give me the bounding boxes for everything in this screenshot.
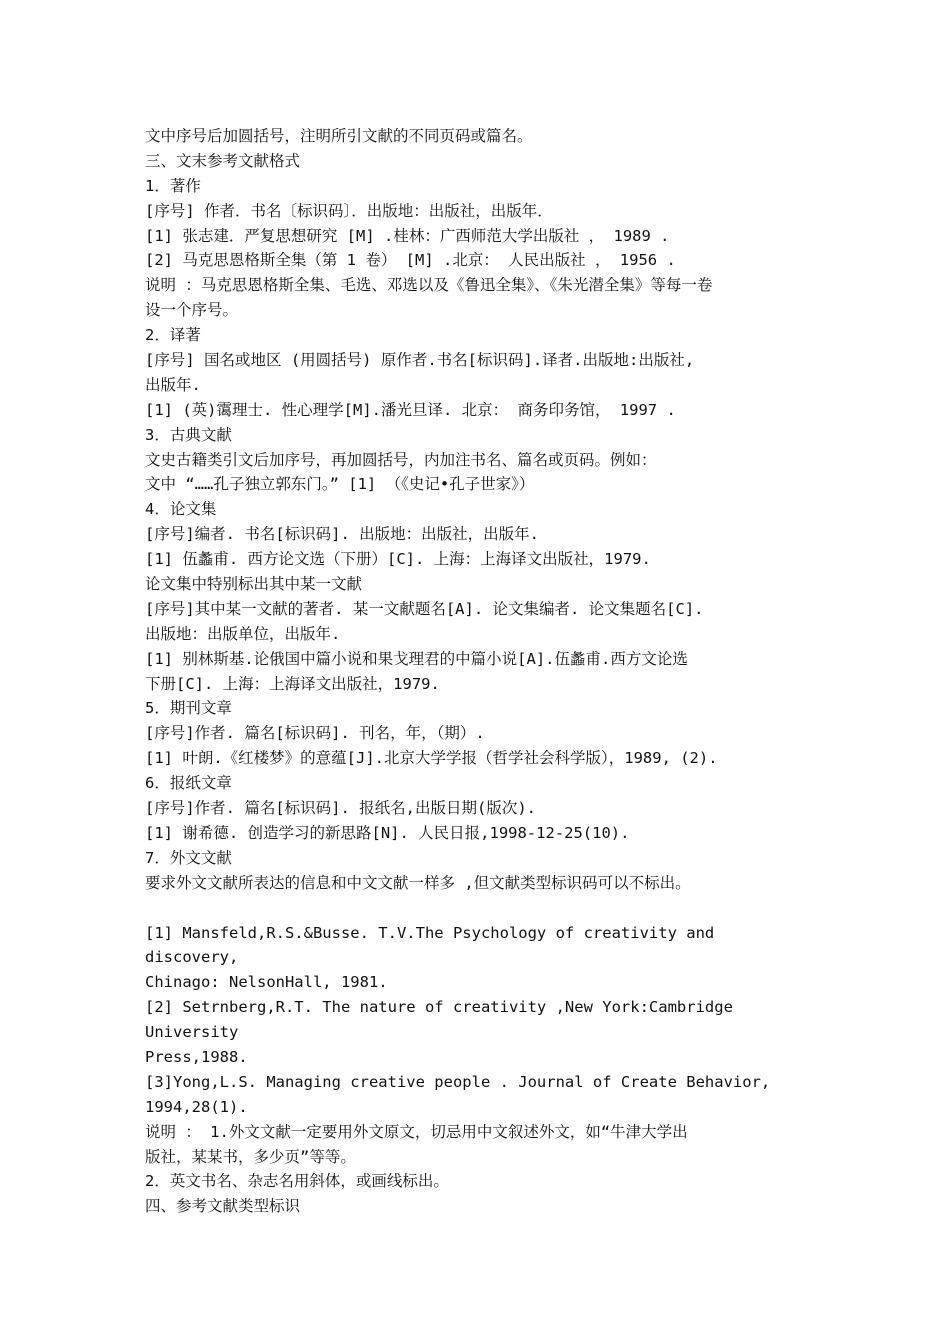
citation-format: [序号] 作者．书名〔标识码〕．出版地：出版社，出版年．: [145, 201, 553, 220]
reference-example: [1] 叶朗.《红楼梦》的意蕴[J].北京大学学报（哲学社会科学版），1989, (2).: [145, 749, 718, 768]
subsection-heading: 1．著作: [145, 176, 201, 195]
citation-format: [序号]作者. 篇名[标识码]. 报纸名,出版日期(版次).: [145, 799, 536, 818]
citation-format: 出版年.: [145, 375, 201, 394]
reference-example: [3]Yong,L.S. Managing creative people . Journal of Create Behavior,: [145, 1072, 771, 1091]
section-heading: 三、文末参考文献格式: [145, 151, 301, 170]
text-line: 要求外文文献所表达的信息和中文文献一样多 ,但文献类型标识码可以不标出。: [145, 873, 691, 892]
reference-example: Press,1988.: [145, 1047, 248, 1066]
reference-example: [1] 伍蠡甫. 西方论文选（下册）[C]. 上海：上海译文出版社，1979.: [145, 550, 651, 569]
text-line: 文史古籍类引文后加序号，再加圆括号，内加注书名、篇名或页码。例如：: [145, 450, 657, 469]
text-line: 文中 “……孔子独立郭东门。” [1] （《史记•孔子世家》）: [145, 475, 535, 494]
reference-example: [2] 马克思恩格斯全集（第 1 卷） [M] .北京： 人民出版社 ， 1956 .: [145, 251, 676, 270]
reference-example: [1] 谢希德. 创造学习的新思路[N]. 人民日报,1998-12-25(10).: [145, 823, 630, 842]
reference-example: [1] 别林斯基.论俄国中篇小说和果戈理君的中篇小说[A].伍蠡甫.西方文论选: [145, 649, 688, 668]
note-text: 说明 ： 1.外文文献一定要用外文原文，切忌用中文叙述外文，如“牛津大学出: [145, 1122, 688, 1141]
document-body: [145, 124, 820, 1219]
note-text: 版社，某某书，多少页”等等。: [145, 1147, 356, 1166]
subsection-heading: 6．报纸文章: [145, 774, 232, 793]
text-line: 2．英文书名、杂志名用斜体，或画线标出。: [145, 1172, 449, 1191]
reference-example: [2] Setrnberg,R.T. The nature of creativity ,New York:Cambridge: [145, 998, 733, 1017]
text-line: 文中序号后加圆括号，注明所引文献的不同页码或篇名。: [145, 127, 533, 145]
reference-example: [1] (英)霭理士. 性心理学[M].潘光旦译. 北京： 商务印务馆， 1997 .: [145, 400, 676, 419]
subsection-heading: 4．论文集: [145, 500, 217, 519]
note-text: 设一个序号。: [145, 301, 239, 320]
subsection-heading: 3．古典文献: [145, 425, 232, 444]
note-text: 说明 ：马克思恩格斯全集、毛选、邓选以及《鲁迅全集》、《朱光潜全集》等每一卷: [145, 276, 713, 295]
reference-example: discovery,: [145, 948, 239, 967]
reference-example: Chinago: NelsonHall, 1981.: [145, 973, 388, 992]
reference-example: 下册[C]. 上海：上海译文出版社，1979.: [145, 674, 440, 693]
section-heading: 四、参考文献类型标识: [145, 1197, 301, 1216]
blank-line: [145, 896, 820, 921]
citation-format: [序号]作者. 篇名[标识码]. 刊名，年，（期）.: [145, 724, 485, 743]
reference-example: University: [145, 1023, 239, 1042]
citation-format: 出版地：出版单位，出版年.: [145, 624, 341, 643]
reference-example: [1] 张志建．严复思想研究 [M] .桂林：广西师范大学出版社 ， 1989 .: [145, 226, 670, 245]
citation-format: [序号]编者. 书名[标识码]. 出版地：出版社，出版年.: [145, 525, 539, 544]
subsection-heading: 2．译著: [145, 326, 201, 345]
reference-example: 1994,28(1).: [145, 1097, 248, 1116]
subsection-heading: 7．外文文献: [145, 848, 232, 867]
subsection-heading: 5．期刊文章: [145, 699, 232, 718]
citation-format: [序号] 国名或地区 (用圆括号) 原作者.书名[标识码].译者.出版地:出版社,: [145, 351, 695, 370]
citation-format: [序号]其中某一文献的著者. 某一文献题名[A]. 论文集编者. 论文集题名[C].: [145, 599, 704, 618]
text-line: 论文集中特别标出其中某一文献: [145, 575, 363, 594]
reference-example: [1] Mansfeld,R.S.&Busse. T.V.The Psychology of creativity and: [145, 923, 715, 942]
